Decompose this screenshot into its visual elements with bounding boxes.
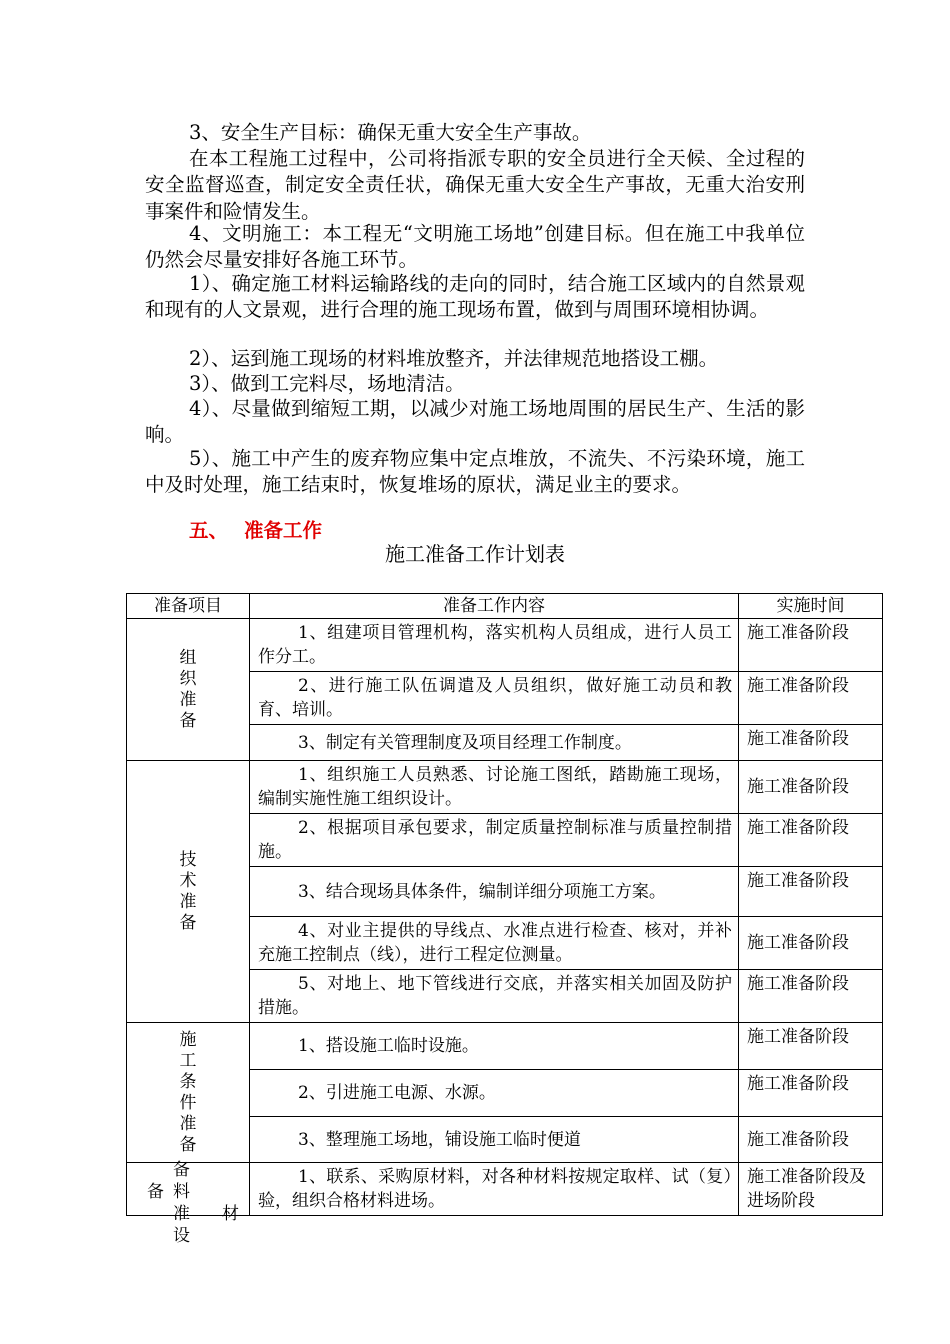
time-cell: 施工准备阶段 (739, 619, 883, 672)
time-cell: 施工准备阶段 (739, 672, 883, 725)
category-label-part: 备料准设 (173, 1160, 196, 1246)
paragraph-item-3: 3）、做到工完料尽，场地清洁。 (189, 372, 465, 395)
table-row (127, 761, 883, 814)
content-cell: 1、组建项目管理机构，落实机构人员组成，进行人员工作分工。 (250, 619, 739, 672)
category-label: 技术准备 (179, 849, 197, 933)
content-cell: 2、进行施工队伍调遣及人员组织，做好施工动员和教育、培训。 (250, 672, 739, 725)
section-number: 五、 (189, 519, 229, 542)
category-cell (127, 761, 250, 1023)
category-cell (127, 619, 250, 761)
category-cell (127, 1160, 250, 1246)
content-cell: 2、根据项目承包要求，制定质量控制标准与质量控制措施。 (250, 814, 739, 867)
time-cell: 施工准备阶段及进场阶段 (739, 1163, 883, 1216)
content-cell: 1、联系、采购原材料，对各种材料按规定取样、试（复）验，组织合格材料进场。 (250, 1163, 739, 1216)
time-cell: 施工准备阶段 (739, 814, 883, 867)
table-title: 施工准备工作计划表 (385, 542, 565, 566)
paragraph-civilized-construction: 4、文明施工：本工程无“文明施工场地”创建目标。但在施工中我单位仍然会尽量安排好各施工环节。 (145, 222, 805, 272)
time-cell: 施工准备阶段 (739, 1023, 883, 1070)
paragraph-item-1: 1）、确定施工材料运输路线的走向的同时，结合施工区域内的自然景观和现有的人文景观，进行合理的施工现场布置，做到与周围环境相协调。 (145, 272, 805, 322)
content-cell: 3、制定有关管理制度及项目经理工作制度。 (250, 725, 739, 761)
preparation-plan-table (126, 593, 883, 1246)
content-cell: 3、整理施工场地，铺设施工临时便道 (250, 1117, 739, 1163)
time-cell: 施工准备阶段 (739, 1070, 883, 1117)
section-title: 准备工作 (244, 519, 323, 542)
category-label: 施工条件准备 (179, 1029, 197, 1155)
paragraph-item-4: 4）、尽量做到缩短工期，以减少对施工场地周围的居民生产、生活的影响。 (145, 397, 805, 447)
paragraph-item-5: 5）、施工中产生的废弃物应集中定点堆放，不流失、不污染环境，施工中及时处理，施工结束时，恢复堆场的原状，满足业主的要求。 (145, 447, 805, 497)
table-header-row (127, 594, 883, 619)
header-category: 准备项目 (127, 594, 250, 619)
header-content: 准备工作内容 (250, 594, 739, 619)
content-cell: 4、对业主提供的导线点、水准点进行检查、核对，并补充施工控制点（线），进行工程定位测量。 (250, 917, 739, 970)
time-cell: 施工准备阶段 (739, 970, 883, 1023)
category-label-part: 材 (222, 1204, 239, 1224)
paragraph-safety-detail: 在本工程施工过程中，公司将指派专职的安全员进行全天候、全过程的安全监督巡查，制定安全责任状，确保无重大安全生产事故，无重大治安刑事案件和险情发生。 (145, 147, 805, 223)
table-row (127, 1163, 883, 1216)
time-cell: 施工准备阶段 (739, 761, 883, 814)
content-cell: 2、引进施工电源、水源。 (250, 1070, 739, 1117)
table-row (127, 619, 883, 672)
paragraph-item-2: 2）、运到施工现场的材料堆放整齐，并法律规范地搭设工棚。 (189, 347, 719, 370)
content-cell: 3、结合现场具体条件，编制详细分项施工方案。 (250, 867, 739, 917)
time-cell: 施工准备阶段 (739, 725, 883, 761)
category-cell (127, 1023, 250, 1163)
header-time: 实施时间 (739, 594, 883, 619)
category-label: 组织准备 (179, 647, 197, 731)
time-cell: 施工准备阶段 (739, 867, 883, 917)
table-row (127, 1023, 883, 1070)
content-cell: 1、组织施工人员熟悉、讨论施工图纸，踏勘施工现场，编制实施性施工组织设计。 (250, 761, 739, 814)
content-cell: 5、对地上、地下管线进行交底，并落实相关加固及防护措施。 (250, 970, 739, 1023)
content-cell: 1、搭设施工临时设施。 (250, 1023, 739, 1070)
paragraph-safety-goal: 3、安全生产目标：确保无重大安全生产事故。 (189, 121, 592, 144)
time-cell: 施工准备阶段 (739, 1117, 883, 1163)
category-label-part: 备 (147, 1182, 164, 1202)
time-cell: 施工准备阶段 (739, 917, 883, 970)
